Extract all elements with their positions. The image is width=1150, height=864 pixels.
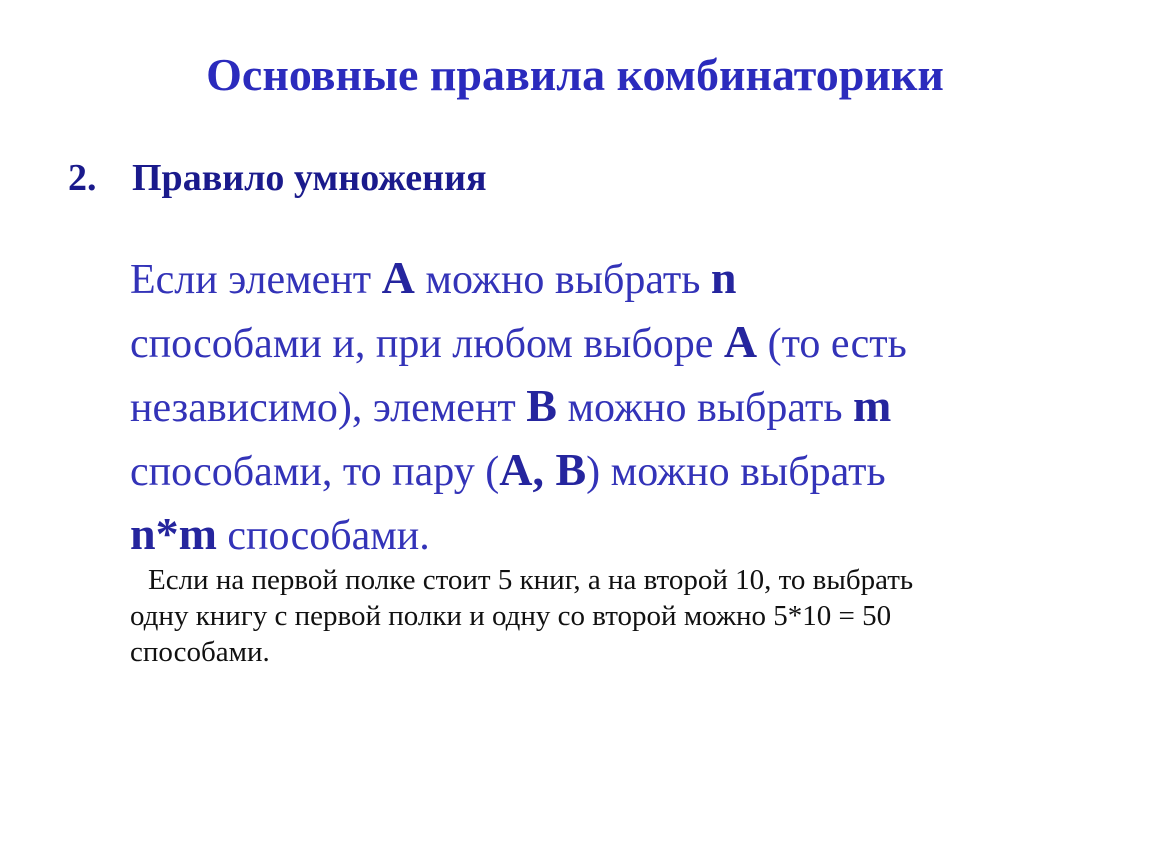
rule-text: можно выбрать xyxy=(414,257,711,303)
rule-text: (то есть xyxy=(757,321,907,367)
rule-variable: A, B xyxy=(499,444,587,495)
rule-variable: A xyxy=(723,316,758,367)
rule-variable: B xyxy=(526,380,557,431)
example-line: Если на первой полке стоит 5 книг, а на второй 10, то выбрать xyxy=(148,564,914,596)
section-number: 2. xyxy=(68,157,97,199)
rule-line xyxy=(130,503,1090,567)
rule-line xyxy=(130,439,1090,503)
rule-variable: n xyxy=(710,252,737,303)
rule-variable: m xyxy=(852,380,892,431)
rule-text: независимо), элемент xyxy=(130,385,527,431)
rule-text: способами. xyxy=(216,513,430,559)
example-paragraph xyxy=(130,562,1090,670)
rule-text: Если элемент xyxy=(130,257,382,303)
section-heading-text: Правило умножения xyxy=(132,157,487,199)
slide-title: Основные правила комбинаторики xyxy=(206,49,944,100)
rule-text: способами, то пару ( xyxy=(130,449,500,495)
example-line: одну книгу с первой полки и одну со второй можно 5*10 = 50 xyxy=(130,600,892,632)
rule-text: ) можно выбрать xyxy=(586,449,886,495)
rule-text: можно выбрать xyxy=(556,385,853,431)
rule-line xyxy=(130,375,1090,439)
example-line: способами. xyxy=(130,636,270,668)
rule-text: способами и, при любом выборе xyxy=(130,321,724,367)
rule-line xyxy=(130,311,1090,375)
rule-statement xyxy=(130,247,1090,567)
section-heading xyxy=(68,156,487,200)
rule-variable: n*m xyxy=(130,508,217,559)
rule-line xyxy=(130,247,1090,311)
rule-variable: A xyxy=(381,252,415,303)
